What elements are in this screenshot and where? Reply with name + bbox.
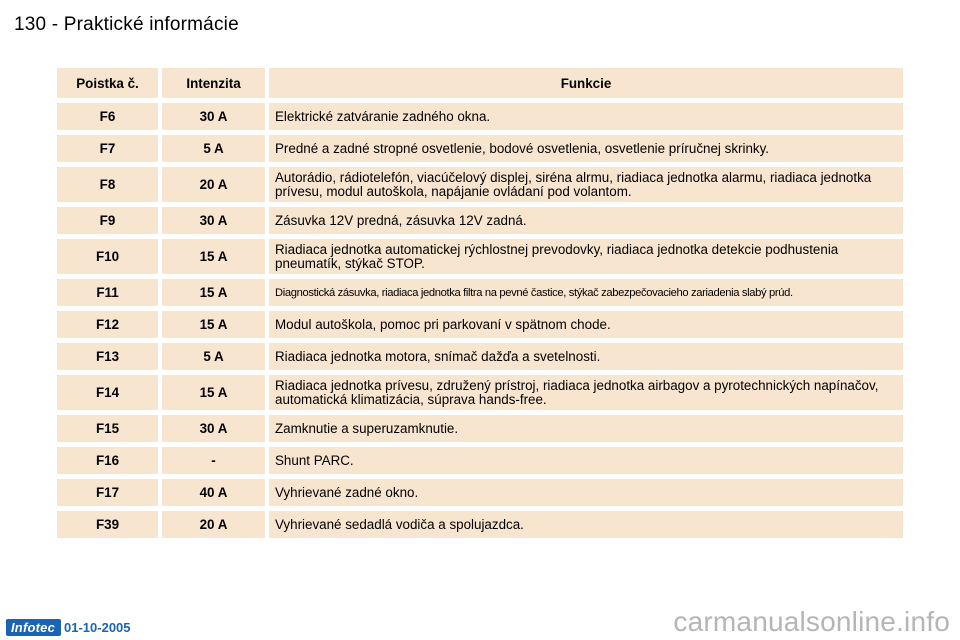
fuse-cell: F17	[57, 479, 162, 506]
table-row	[57, 279, 903, 306]
fuse-cell: F7	[57, 135, 162, 162]
function-cell: Riadiaca jednotka motora, snímač dažďa a svetelnosti.	[269, 343, 903, 370]
amperage-cell: 15 A	[162, 311, 269, 338]
fuse-cell: F13	[57, 343, 162, 370]
table-row	[57, 135, 903, 162]
amperage-cell: 5 A	[162, 135, 269, 162]
table-row	[57, 207, 903, 234]
header-amperage: Intenzita	[162, 68, 269, 98]
function-cell: Riadiaca jednotka prívesu, združený prístroj, riadiaca jednotka airbagov a pyrotechnických napínačov, automatická klimatizácia, súprava hands-free.	[269, 375, 903, 410]
header-fuse: Poistka č.	[57, 68, 162, 98]
fuse-cell: F9	[57, 207, 162, 234]
table-row	[57, 415, 903, 442]
amperage-cell: -	[162, 447, 269, 474]
table-row	[57, 311, 903, 338]
function-cell: Zásuvka 12V predná, zásuvka 12V zadná.	[269, 207, 903, 234]
table-row	[57, 447, 903, 474]
table-row	[57, 375, 903, 410]
page-title: 130 - Praktické informácie	[14, 14, 239, 35]
function-cell: Modul autoškola, pomoc pri parkovaní v spätnom chode.	[269, 311, 903, 338]
function-cell: Elektrické zatváranie zadného okna.	[269, 103, 903, 130]
amperage-cell: 15 A	[162, 239, 269, 274]
function-cell: Riadiaca jednotka automatickej rýchlostnej prevodovky, riadiaca jednotka detekcie podhustenia pneumatík, stýkač STOP.	[269, 239, 903, 274]
fuse-cell: F6	[57, 103, 162, 130]
infotec-logo: Infotec	[6, 619, 61, 636]
fuse-cell: F12	[57, 311, 162, 338]
table-header-row	[57, 68, 903, 98]
footer	[6, 618, 131, 636]
function-cell: Autorádio, rádiotelefón, viacúčelový displej, siréna alrmu, riadiaca jednotka alarmu, riadiaca jednotka prívesu, modul autoškola, napájanie ovládaní pod volantom.	[269, 167, 903, 202]
amperage-cell: 30 A	[162, 103, 269, 130]
fuse-cell: F39	[57, 511, 162, 538]
amperage-cell: 15 A	[162, 375, 269, 410]
fuse-cell: F15	[57, 415, 162, 442]
fuse-cell: F8	[57, 167, 162, 202]
amperage-cell: 40 A	[162, 479, 269, 506]
watermark: carmanualsonline.info	[673, 606, 950, 637]
table-row	[57, 343, 903, 370]
table-row	[57, 479, 903, 506]
function-cell: Vyhrievané sedadlá vodiča a spolujazdca.	[269, 511, 903, 538]
amperage-cell: 30 A	[162, 415, 269, 442]
fuse-table	[57, 63, 903, 543]
table-row	[57, 103, 903, 130]
amperage-cell: 15 A	[162, 279, 269, 306]
table-row	[57, 239, 903, 274]
fuse-cell: F16	[57, 447, 162, 474]
function-cell: Zamknutie a superuzamknutie.	[269, 415, 903, 442]
fuse-cell: F14	[57, 375, 162, 410]
fuse-cell: F11	[57, 279, 162, 306]
fuse-cell: F10	[57, 239, 162, 274]
header-function: Funkcie	[269, 68, 903, 98]
table-row	[57, 167, 903, 202]
amperage-cell: 30 A	[162, 207, 269, 234]
amperage-cell: 5 A	[162, 343, 269, 370]
function-cell: Vyhrievané zadné okno.	[269, 479, 903, 506]
function-cell: Diagnostická zásuvka, riadiaca jednotka filtra na pevné častice, stýkač zabezpečovacieho zariadenia slabý prúd.	[269, 279, 903, 306]
table-row	[57, 511, 903, 538]
function-cell: Predné a zadné stropné osvetlenie, bodové osvetlenia, osvetlenie príručnej skrinky.	[269, 135, 903, 162]
amperage-cell: 20 A	[162, 167, 269, 202]
function-cell: Shunt PARC.	[269, 447, 903, 474]
footer-date: 01-10-2005	[64, 619, 131, 635]
amperage-cell: 20 A	[162, 511, 269, 538]
